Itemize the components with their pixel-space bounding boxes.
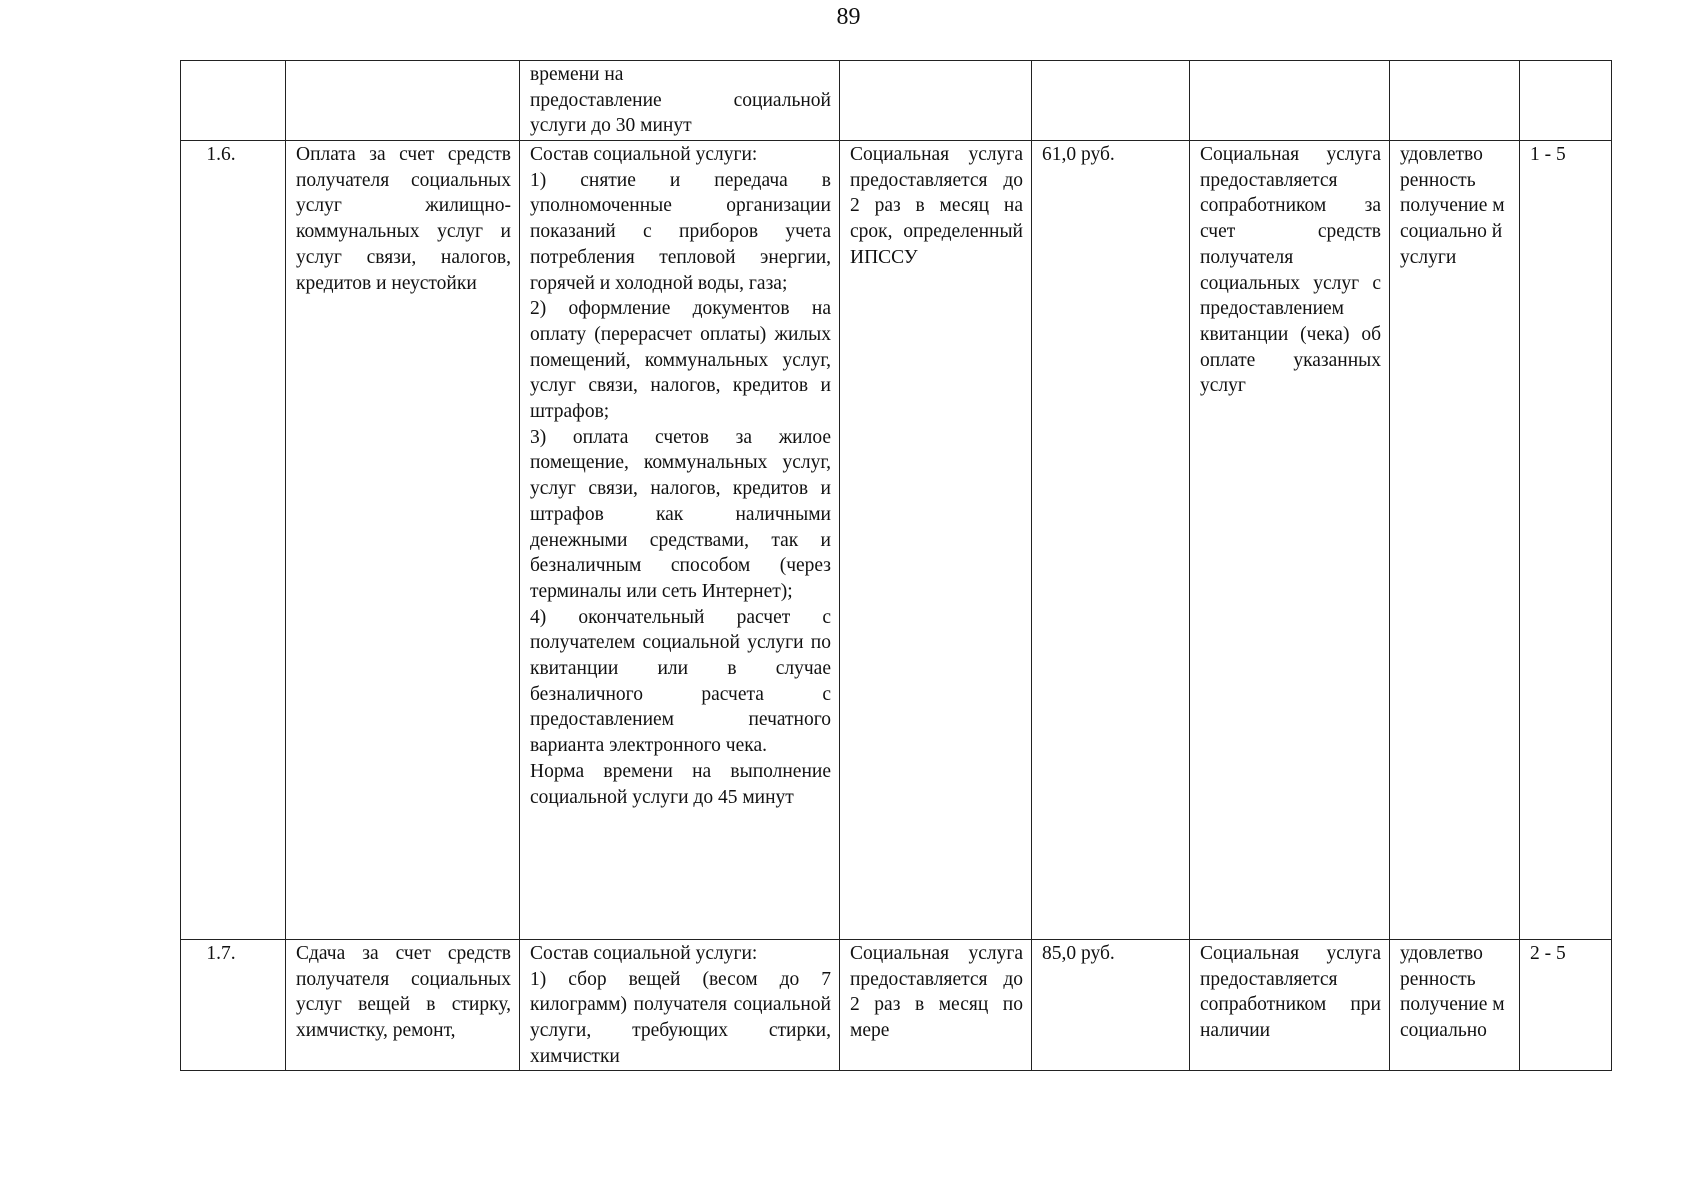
service-description-cell	[520, 61, 840, 141]
frequency-cell: Социальная услуга предоставляется до 2 раз в месяц на срок, определенный ИПССУ	[840, 141, 1032, 940]
service-description-cell	[520, 940, 840, 1071]
description-paragraph: 4) окончательный расчет с получателем социальной услуги по квитанции или в случае безналичного расчета с предоставлением печатного варианта электронного чека.	[530, 606, 831, 757]
frequency-cell	[840, 61, 1032, 141]
description-paragraph: Состав социальной услуги:	[530, 943, 758, 964]
price-cell: 85,0 руб.	[1032, 940, 1190, 1071]
result-cell	[1390, 61, 1520, 141]
result-cell: удовлетво ренность получение м социально й услуги	[1390, 141, 1520, 940]
conditions-cell	[1190, 61, 1390, 141]
result-cell: удовлетво ренность получение м социально	[1390, 940, 1520, 1071]
description-line: предоставление социальной	[530, 89, 831, 111]
description-paragraph: 3) оплата счетов за жилое помещение, коммунальных услуг, услуг связи, налогов, кредитов и штрафов как наличными денежными средствами, так и безналичным способом (через терминалы или сеть Интернет);	[530, 426, 831, 602]
services-table	[180, 60, 1612, 1071]
description-line: услуги до 30 минут	[530, 115, 692, 137]
conditions-cell: Социальная услуга предоставляется сопработником за счет средств получателя социальных услуг с предоставлением квитанции (чека) об оплате указанных услуг	[1190, 141, 1390, 940]
table-row	[181, 61, 1612, 141]
service-name-cell: Сдача за счет средств получателя социальных услуг вещей в стирку, химчистку, ремонт,	[286, 940, 520, 1071]
description-paragraph: 1) сбор вещей (весом до 7 килограмм) получателя социальной услуги, требующих стирки, химчистки	[530, 968, 831, 1067]
evaluation-cell: 1 - 5	[1520, 141, 1612, 940]
service-name-cell	[286, 61, 520, 141]
description-line: времени на	[530, 64, 624, 85]
frequency-cell: Социальная услуга предоставляется до 2 раз в месяц по мере	[840, 940, 1032, 1071]
row-number-cell: 1.6.	[181, 141, 286, 940]
price-cell	[1032, 61, 1190, 141]
evaluation-cell: 2 - 5	[1520, 940, 1612, 1071]
price-cell: 61,0 руб.	[1032, 141, 1190, 940]
description-paragraph: Норма времени на выполнение социальной услуги до 45 минут	[530, 760, 831, 808]
table-row	[181, 940, 1612, 1071]
service-description-cell	[520, 141, 840, 940]
description-paragraph: Состав социальной услуги:	[530, 144, 758, 165]
conditions-cell: Социальная услуга предоставляется сопработником при наличии	[1190, 940, 1390, 1071]
row-number-cell: 1.7.	[181, 940, 286, 1071]
row-number-cell	[181, 61, 286, 141]
description-paragraph: 2) оформление документов на оплату (перерасчет оплаты) жилых помещений, коммунальных услуг, услуг связи, налогов, кредитов и штрафов;	[530, 298, 831, 423]
evaluation-cell	[1520, 61, 1612, 141]
service-name-cell: Оплата за счет средств получателя социальных услуг жилищно-коммунальных услуг и услуг связи, налогов, кредитов и неустойки	[286, 141, 520, 940]
page-number: 89	[836, 4, 861, 30]
description-paragraph: 1) снятие и передача в уполномоченные организации показаний с приборов учета потребления тепловой энергии, горячей и холодной воды, газа;	[530, 169, 831, 294]
table-row	[181, 141, 1612, 940]
